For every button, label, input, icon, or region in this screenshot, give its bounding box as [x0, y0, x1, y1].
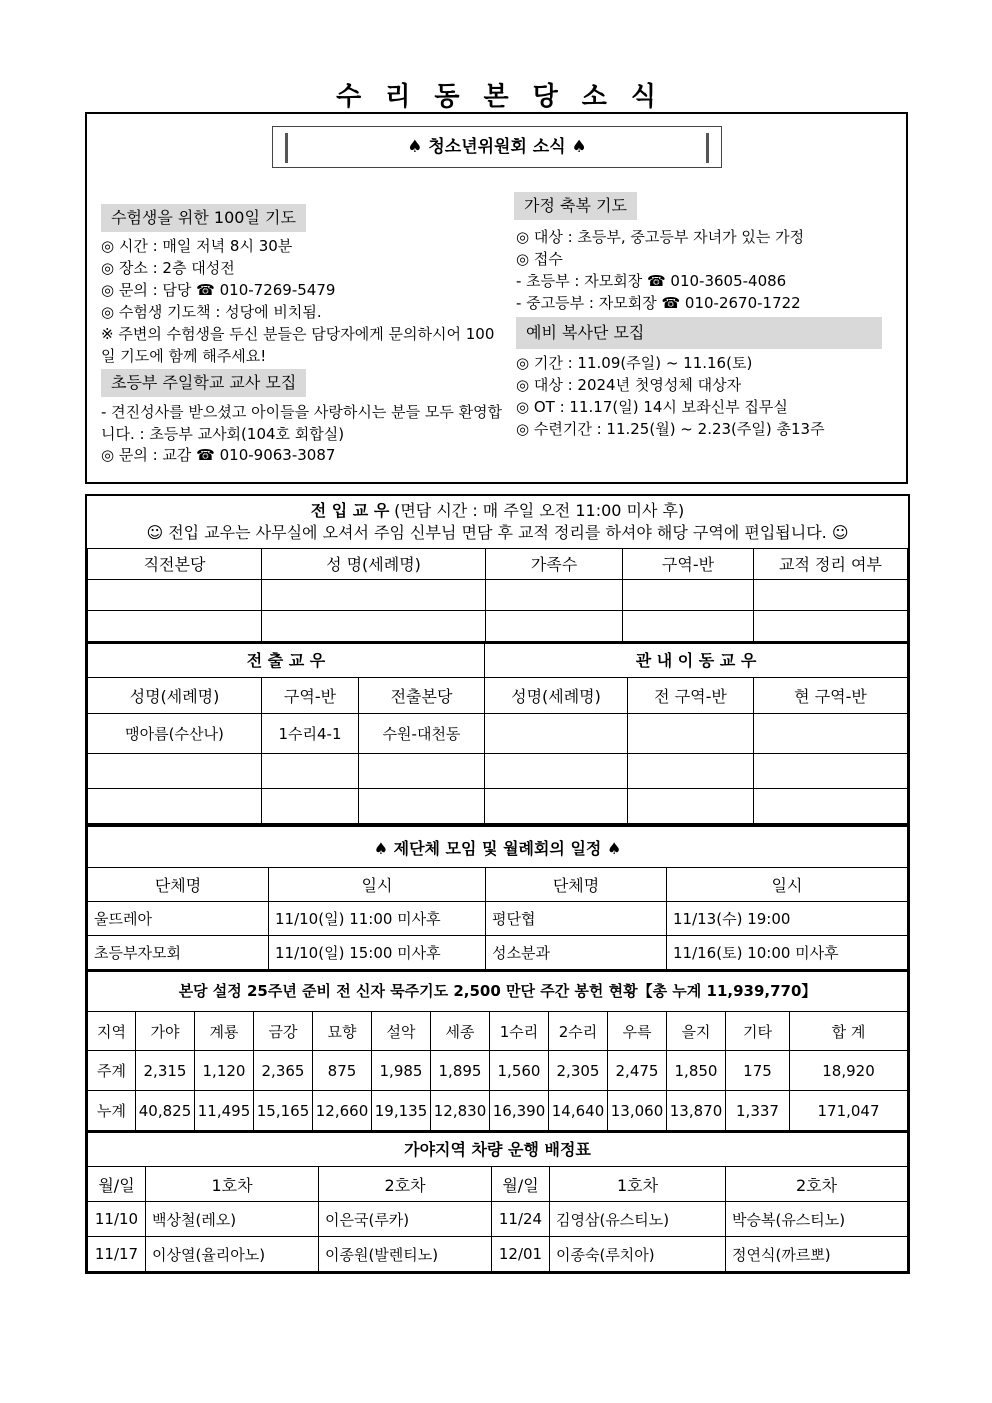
title-char: 수 — [336, 82, 362, 112]
altar-line: ◎ 수련기간 : 11.25(월) ~ 2.23(주일) 총13주 — [516, 420, 825, 438]
table-cell: 이은국(루카) — [319, 1202, 492, 1237]
table-cell: 11/17 — [88, 1237, 146, 1272]
transfer-in-section — [85, 494, 910, 644]
title-char: 식 — [630, 82, 656, 112]
altar-line: ◎ OT : 11.17(일) 14시 보좌신부 집무실 — [516, 398, 788, 416]
altar-line: ◎ 대상 : 2024년 첫영성체 대상자 — [516, 376, 742, 394]
table-cell: 1,850 — [667, 1051, 726, 1091]
table-header: 교적 정리 여부 — [754, 548, 908, 579]
table-header: 직전본당 — [88, 548, 262, 579]
table-header: 현 구역-반 — [754, 678, 908, 714]
table-header: 우륵 — [608, 1012, 667, 1051]
table-header: 일시 — [269, 868, 486, 902]
youth-committee-section — [85, 112, 908, 484]
table-cell: 맹아름(수산나) — [88, 714, 262, 754]
table-header: 2호차 — [319, 1167, 492, 1202]
rosary-title: 본당 설정 25주년 준비 전 신자 묵주기도 2,500 만단 주간 봉헌 현황【총 누계 11,939,770】 — [88, 970, 908, 1012]
family-line: ◎ 접수 — [516, 250, 563, 268]
title-char: 본 — [483, 82, 509, 112]
table-cell: 박승복(유스티노) — [726, 1202, 908, 1237]
table-cell: 성소분과 — [486, 936, 667, 970]
youth-banner: ♠ 청소년위원회 소식 ♠ — [272, 126, 722, 168]
prayer100-line: ◎ 시간 : 매일 저녁 8시 30분 — [101, 237, 293, 255]
table-cell: 1,895 — [431, 1051, 490, 1091]
altar-line: ◎ 기간 : 11.09(주일) ~ 11.16(토) — [516, 354, 753, 372]
table-cell: 875 — [313, 1051, 372, 1091]
table-header: 설악 — [372, 1012, 431, 1051]
table-cell: 초등부자모회 — [88, 936, 269, 970]
table-header: 지역 — [88, 1012, 136, 1051]
transfer-out-title: 전 출 교 우 — [88, 642, 485, 678]
family-tag: 가정 축복 기도 — [514, 192, 637, 220]
table-header: 일시 — [667, 868, 908, 902]
table-cell: 11/10(일) 15:00 미사후 — [269, 936, 486, 970]
table-cell: 11,495 — [195, 1091, 254, 1131]
table-header: 기타 — [726, 1012, 790, 1051]
table-row — [88, 789, 908, 824]
internal-move-title: 관 내 이 동 교 우 — [485, 642, 908, 678]
title-char: 당 — [532, 82, 558, 112]
table-cell: 19,135 — [372, 1091, 431, 1131]
vehicle-title: 가야지역 차량 운행 배정표 — [88, 1131, 908, 1167]
table-header: 묘향 — [313, 1012, 372, 1051]
table-header: 계룡 — [195, 1012, 254, 1051]
prayer100-note: ※ 주변의 수험생을 두신 분들은 담당자에게 문의하시어 100일 기도에 함께 해주세요! — [101, 325, 495, 365]
table-cell: 이종숙(루치아) — [550, 1237, 726, 1272]
prayer100-tag: 수험생을 위한 100일 기도 — [101, 204, 306, 232]
vehicle-section — [85, 1130, 910, 1274]
table-cell: 16,390 — [490, 1091, 549, 1131]
table-cell: 누계 — [88, 1091, 136, 1131]
transfer-in-title-note: (면담 시간 : 매 주일 오전 11:00 미사 후) — [394, 500, 685, 520]
altar-tag: 예비 복사단 모집 — [516, 317, 882, 349]
table-header: 합 계 — [790, 1012, 908, 1051]
table-cell: 2,315 — [136, 1051, 195, 1091]
table-cell: 1,120 — [195, 1051, 254, 1091]
table-cell: 13,870 — [667, 1091, 726, 1131]
table-header: 월/일 — [492, 1167, 550, 1202]
title-char: 리 — [385, 82, 411, 112]
transfer-out-section — [85, 641, 910, 826]
table-header: 가족수 — [486, 548, 623, 579]
table-header: 2호차 — [726, 1167, 908, 1202]
table-cell: 1수리4-1 — [262, 714, 359, 754]
table-header: 1호차 — [550, 1167, 726, 1202]
table-header: 단체명 — [88, 868, 269, 902]
table-row — [88, 610, 908, 641]
table-row — [88, 714, 908, 754]
table-row — [88, 754, 908, 789]
table-cell: 1,560 — [490, 1051, 549, 1091]
table-cell: 이종원(발렌티노) — [319, 1237, 492, 1272]
table-header: 세종 — [431, 1012, 490, 1051]
table-header: 전출본당 — [359, 678, 485, 714]
groups-title: ♠ 제단체 모임 및 월례회의 일정 ♠ — [88, 827, 908, 868]
table-header: 구역-반 — [262, 678, 359, 714]
table-row — [88, 1237, 908, 1272]
prayer100-line: ◎ 장소 : 2층 대성전 — [101, 259, 235, 277]
table-header: 구역-반 — [623, 548, 754, 579]
table-cell: 2,475 — [608, 1051, 667, 1091]
table-cell: 11/10 — [88, 1202, 146, 1237]
table-row — [88, 1051, 908, 1091]
table-row — [88, 936, 908, 970]
transfer-in-header — [88, 496, 908, 548]
table-header: 단체명 — [486, 868, 667, 902]
table-row — [88, 579, 908, 610]
table-cell: 11/16(토) 10:00 미사후 — [667, 936, 908, 970]
teacher-tag: 초등부 주일학교 교사 모집 — [101, 369, 306, 397]
transfer-in-notice: ☺ 전입 교우는 사무실에 오셔서 주임 신부님 면담 후 교적 정리를 하셔야 해당 구역에 편입됩니다. ☺ — [146, 522, 849, 542]
table-row — [88, 1202, 908, 1237]
table-cell: 울뜨레아 — [88, 902, 269, 936]
table-cell: 주계 — [88, 1051, 136, 1091]
title-char: 소 — [581, 82, 607, 112]
table-row — [88, 1091, 908, 1131]
table-header: 2수리 — [549, 1012, 608, 1051]
table-cell: 13,060 — [608, 1091, 667, 1131]
table-cell: 정연식(까르뽀) — [726, 1237, 908, 1272]
table-header: 1수리 — [490, 1012, 549, 1051]
table-header: 월/일 — [88, 1167, 146, 1202]
table-cell: 15,165 — [254, 1091, 313, 1131]
table-cell: 12/01 — [492, 1237, 550, 1272]
table-cell: 수원-대천동 — [359, 714, 485, 754]
table-header: 가야 — [136, 1012, 195, 1051]
table-cell: 이상열(율리아노) — [146, 1237, 319, 1272]
table-header: 성 명(세례명) — [262, 548, 486, 579]
teacher-contact: ◎ 문의 : 교감 ☎ 010-9063-3087 — [101, 446, 336, 464]
table-header: 성명(세례명) — [485, 678, 628, 714]
prayer100-line: ◎ 수험생 기도책 : 성당에 비치됨. — [101, 303, 322, 321]
table-cell: 12,830 — [431, 1091, 490, 1131]
table-cell: 2,305 — [549, 1051, 608, 1091]
table-cell: 171,047 — [790, 1091, 908, 1131]
family-line: - 초등부 : 자모회장 ☎ 010-3605-4086 — [516, 272, 787, 290]
table-cell: 40,825 — [136, 1091, 195, 1131]
table-row — [88, 902, 908, 936]
transfer-in-title: 전 입 교 우 — [310, 500, 390, 520]
table-cell: 14,640 — [549, 1091, 608, 1131]
table-header: 을지 — [667, 1012, 726, 1051]
rosary-section — [85, 969, 910, 1133]
table-header: 성명(세례명) — [88, 678, 262, 714]
table-cell: 12,660 — [313, 1091, 372, 1131]
table-cell: 11/13(수) 19:00 — [667, 902, 908, 936]
teacher-text: - 견진성사를 받으셨고 아이들을 사랑하시는 분들 모두 환영합니다. : 초등부 교사회(104호 회합실) — [101, 403, 503, 443]
groups-section — [85, 826, 910, 972]
table-cell: 11/10(일) 11:00 미사후 — [269, 902, 486, 936]
table-header: 금강 — [254, 1012, 313, 1051]
table-header: 전 구역-반 — [628, 678, 754, 714]
table-cell: 18,920 — [790, 1051, 908, 1091]
table-cell: 백상철(레오) — [146, 1202, 319, 1237]
family-line: ◎ 대상 : 초등부, 중고등부 자녀가 있는 가정 — [516, 228, 805, 246]
page-title — [0, 76, 992, 113]
table-cell: 1,337 — [726, 1091, 790, 1131]
table-cell: 11/24 — [492, 1202, 550, 1237]
table-cell: 2,365 — [254, 1051, 313, 1091]
table-cell: 김영삼(유스티노) — [550, 1202, 726, 1237]
prayer100-line: ◎ 문의 : 담당 ☎ 010-7269-5479 — [101, 281, 336, 299]
table-cell: 평단협 — [486, 902, 667, 936]
table-cell: 175 — [726, 1051, 790, 1091]
table-header: 1호차 — [146, 1167, 319, 1202]
title-char: 동 — [434, 82, 460, 112]
table-cell: 1,985 — [372, 1051, 431, 1091]
family-line: - 중고등부 : 자모회장 ☎ 010-2670-1722 — [516, 294, 801, 312]
